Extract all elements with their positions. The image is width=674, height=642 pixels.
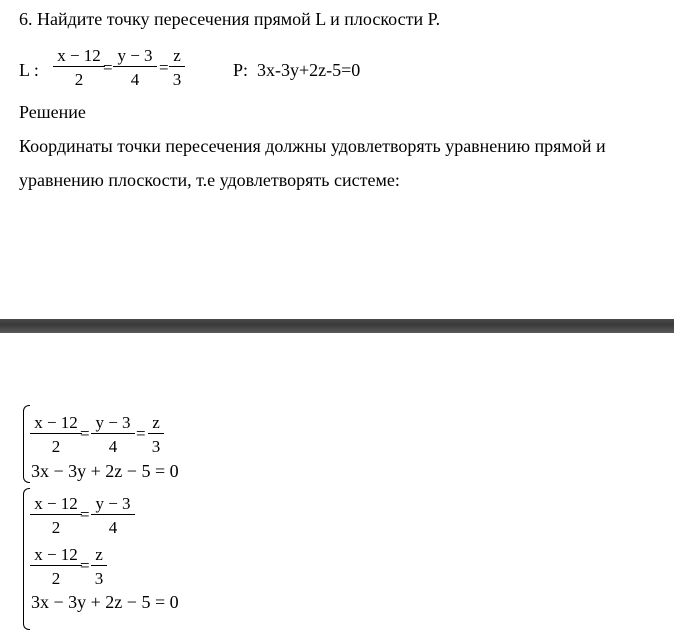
fraction-numerator: x − 12: [57, 46, 101, 65]
plane-label: P:: [233, 60, 249, 80]
fraction-numerator: z: [152, 413, 160, 432]
fraction-numerator: y − 3: [117, 46, 153, 65]
page-divider: [0, 319, 674, 333]
fraction-denominator: 2: [51, 437, 61, 456]
fraction-numerator: x − 12: [34, 545, 78, 564]
system2-row1-fraction-x: [30, 494, 82, 538]
fraction-denominator: 4: [108, 437, 118, 456]
equals-sign: =: [80, 505, 90, 524]
system2-row2-fraction-z: [91, 545, 107, 589]
fraction-numerator: x − 12: [34, 494, 78, 513]
fraction-denominator: 2: [51, 518, 61, 537]
equals-sign: =: [80, 556, 90, 575]
solution-heading: Решение: [19, 102, 86, 122]
line-fraction-x: [53, 46, 105, 90]
left-brace: [23, 488, 30, 630]
fraction-numerator: z: [173, 46, 181, 65]
system1-fraction-x: [30, 413, 82, 457]
fraction-denominator: 3: [94, 569, 104, 588]
solution-paragraph-line-1: Координаты точки пересечения должны удовлетворять уравнению прямой и: [19, 136, 606, 156]
solution-paragraph-line-2: уравнению плоскости, т.е удовлетворять системе:: [19, 170, 400, 190]
equals-sign: =: [103, 58, 113, 77]
system1-plane-row: 3x − 3y + 2z − 5 = 0: [31, 461, 179, 481]
system2-row2-fraction-x: [30, 545, 82, 589]
fraction-numerator: z: [95, 545, 103, 564]
fraction-numerator: y − 3: [95, 413, 131, 432]
plane-equation: [233, 59, 360, 81]
system2-row1-fraction-y: [91, 494, 135, 538]
system1-fraction-z: [148, 413, 164, 457]
equals-sign: =: [80, 424, 90, 443]
line-label: L :: [19, 60, 39, 80]
fraction-numerator: y − 3: [95, 494, 131, 513]
system1-fraction-y: [91, 413, 135, 457]
system2-plane-row: 3x − 3y + 2z − 5 = 0: [31, 592, 179, 612]
fraction-denominator: 4: [108, 518, 118, 537]
equals-sign: =: [159, 58, 169, 77]
fraction-numerator: x − 12: [34, 413, 78, 432]
line-fraction-z: [169, 46, 185, 90]
fraction-denominator: 2: [51, 569, 61, 588]
fraction-denominator: 4: [130, 70, 140, 89]
line-fraction-y: [113, 46, 157, 90]
fraction-denominator: 3: [172, 70, 182, 89]
fraction-denominator: 2: [74, 70, 84, 89]
task-heading: 6. Найдите точку пересечения прямой L и плоскости P.: [19, 9, 441, 29]
plane-equation-text: 3x-3y+2z-5=0: [257, 60, 361, 80]
fraction-denominator: 3: [151, 437, 161, 456]
left-brace: [23, 405, 30, 483]
equals-sign: =: [136, 424, 146, 443]
